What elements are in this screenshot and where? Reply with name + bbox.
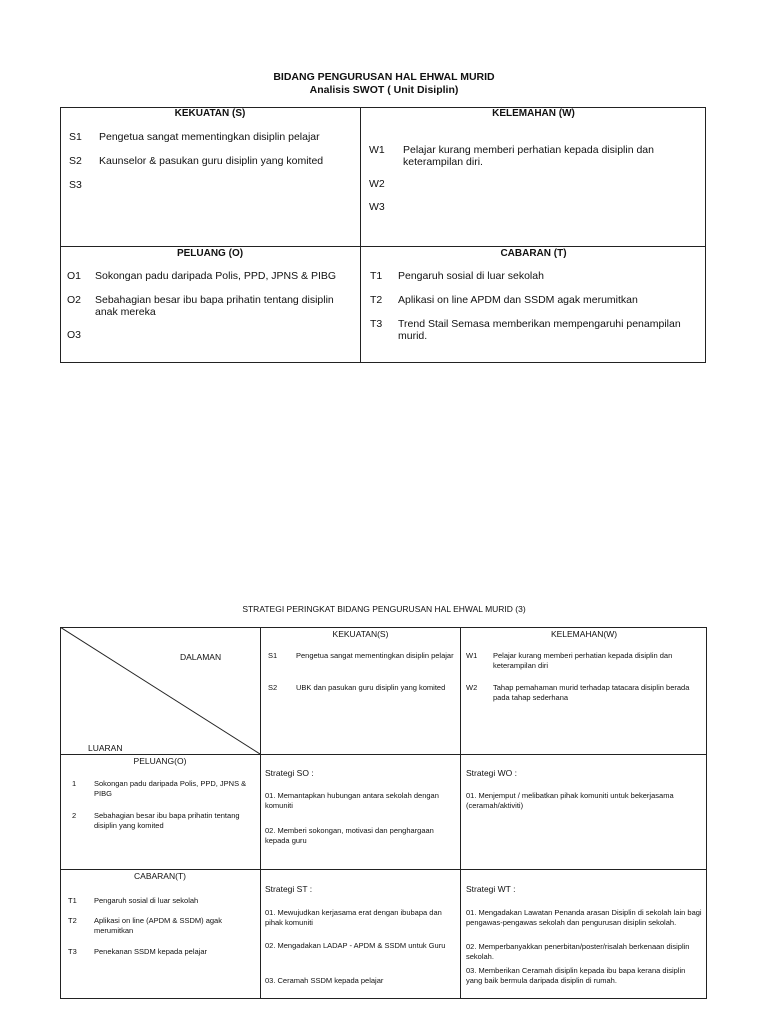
strategy-kelemahan-heading: KELEMAHAN(W) bbox=[550, 629, 618, 639]
strategy-kekuatan-item: Pengetua sangat mementingkan disiplin pelajar bbox=[296, 651, 454, 660]
strategy-kekuatan-code: S2 bbox=[268, 683, 278, 692]
strategi-st-label: Strategi ST : bbox=[265, 884, 313, 894]
strategi-wo-label: Strategi WO : bbox=[466, 768, 518, 778]
cabaran-code: T2 bbox=[370, 294, 383, 306]
cabaran-code: T3 bbox=[370, 318, 383, 330]
strategy-kekuatan-item: UBK dan pasukan guru disiplin yang komited bbox=[296, 683, 446, 692]
strategi-st-item: 03. Ceramah SSDM kepada pelajar bbox=[265, 976, 384, 985]
strategy-kelemahan-item: Pelajar kurang memberi perhatian kepada disiplin dan keterampilan diri bbox=[493, 651, 673, 670]
strategy-cabaran-code: T1 bbox=[68, 896, 77, 905]
kelemahan-code: W2 bbox=[369, 178, 385, 190]
peluang-item: Sokongan padu daripada Polis, PPD, JPNS & PIBG bbox=[95, 270, 337, 282]
peluang-code: O1 bbox=[67, 270, 82, 282]
strategy-title: STRATEGI PERINGKAT BIDANG PENGURUSAN HAL EHWAL MURID (3) bbox=[242, 604, 526, 614]
kekuatan-item: Pengetua sangat mementingkan disiplin pelajar bbox=[99, 131, 320, 143]
cabaran-item: Trend Stail Semasa memberikan mempengaruhi penampilan murid. bbox=[398, 318, 681, 342]
kelemahan-code: W1 bbox=[369, 144, 385, 156]
table-divider bbox=[260, 627, 261, 999]
kelemahan-item: Pelajar kurang memberi perhatian kepada disiplin dan keterampilan diri. bbox=[403, 144, 654, 168]
kekuatan-code: S3 bbox=[69, 179, 82, 191]
strategi-wt-item: 03. Memberikan Ceramah disiplin kepada ibu bapa kerana disiplin yang baik bermula daripada disiplin di rumah. bbox=[466, 966, 686, 985]
strategy-cabaran-code: T2 bbox=[68, 916, 77, 925]
strategy-kekuatan-heading: KEKUATAN(S) bbox=[332, 629, 389, 639]
kekuatan-heading: KEKUATAN (S) bbox=[174, 108, 246, 119]
peluang-code: O3 bbox=[67, 329, 82, 341]
strategy-cabaran-item: Penekanan SSDM kepada pelajar bbox=[94, 947, 207, 956]
strategi-wt-label: Strategi WT : bbox=[466, 884, 516, 894]
corner-dalaman: DALAMAN bbox=[180, 652, 222, 662]
table-divider bbox=[60, 246, 706, 247]
strategi-st-item: 02. Mengadakan LADAP - APDM & SSDM untuk Guru bbox=[265, 941, 446, 950]
peluang-code: O2 bbox=[67, 294, 82, 306]
table-divider bbox=[360, 107, 361, 363]
strategy-cabaran-heading: CABARAN(T) bbox=[134, 871, 186, 881]
kelemahan-code: W3 bbox=[369, 201, 385, 213]
strategi-so-item: 01. Memantapkan hubungan antara sekolah dengan komuniti bbox=[265, 791, 439, 810]
document-subtitle: Analisis SWOT ( Unit Disiplin) bbox=[309, 84, 459, 96]
table-divider bbox=[60, 869, 707, 870]
strategi-wt-item: 01. Mengadakan Lawatan Penanda arasan Disiplin di sekolah lain bagi pengawas-pengawas sekolah dan pengurusan disiplin sekolah. bbox=[466, 908, 702, 927]
table-divider bbox=[60, 754, 707, 755]
strategi-wt-item: 02. Memperbanyakkan penerbitan/poster/risalah berkenaan disiplin sekolah. bbox=[466, 942, 690, 961]
strategy-kelemahan-item: Tahap pemahaman murid terhadap tatacara disiplin berada pada tahap sederhana bbox=[493, 683, 690, 702]
strategy-kelemahan-code: W2 bbox=[466, 683, 478, 692]
corner-diagonal bbox=[60, 627, 260, 754]
kekuatan-code: S1 bbox=[69, 131, 82, 143]
strategi-wo-item: 01. Menjemput / melibatkan pihak komuniti untuk bekerjasama (ceramah/aktiviti) bbox=[466, 791, 674, 810]
cabaran-item: Pengaruh sosial di luar sekolah bbox=[398, 270, 544, 282]
document-title: BIDANG PENGURUSAN HAL EHWAL MURID bbox=[273, 71, 495, 83]
cabaran-heading: CABARAN (T) bbox=[500, 248, 567, 259]
cabaran-code: T1 bbox=[370, 270, 383, 282]
strategy-peluang-heading: PELUANG(O) bbox=[133, 756, 187, 766]
corner-luaran: LUARAN bbox=[88, 743, 123, 753]
strategi-st-item: 01. Mewujudkan kerjasama erat dengan ibubapa dan pihak komuniti bbox=[265, 908, 442, 927]
kelemahan-heading: KELEMAHAN (W) bbox=[492, 108, 575, 119]
kekuatan-code: S2 bbox=[69, 155, 82, 167]
peluang-heading: PELUANG (O) bbox=[176, 248, 244, 259]
strategy-peluang-code: 2 bbox=[72, 811, 77, 820]
kekuatan-item: Kaunselor & pasukan guru disiplin yang komited bbox=[99, 155, 324, 167]
strategy-cabaran-item: Aplikasi on line (APDM & SSDM) agak merumitkan bbox=[94, 916, 222, 935]
strategi-so-item: 02. Memberi sokongan, motivasi dan penghargaan kepada guru bbox=[265, 826, 434, 845]
strategi-so-label: Strategi SO : bbox=[265, 768, 314, 778]
strategy-cabaran-code: T3 bbox=[68, 947, 77, 956]
strategy-peluang-item: Sokongan padu daripada Polis, PPD, JPNS & PIBG bbox=[94, 779, 247, 798]
strategy-peluang-code: 1 bbox=[72, 779, 77, 788]
strategy-peluang-item: Sebahagian besar ibu bapa prihatin tentang disiplin yang komited bbox=[94, 811, 240, 830]
table-divider bbox=[460, 627, 461, 999]
strategy-kelemahan-code: W1 bbox=[466, 651, 478, 660]
strategy-cabaran-item: Pengaruh sosial di luar sekolah bbox=[94, 896, 199, 905]
cabaran-item: Aplikasi on line APDM dan SSDM agak merumitkan bbox=[398, 294, 638, 306]
strategy-kekuatan-code: S1 bbox=[268, 651, 278, 660]
peluang-item: Sebahagian besar ibu bapa prihatin tentang disiplin anak mereka bbox=[95, 294, 334, 318]
